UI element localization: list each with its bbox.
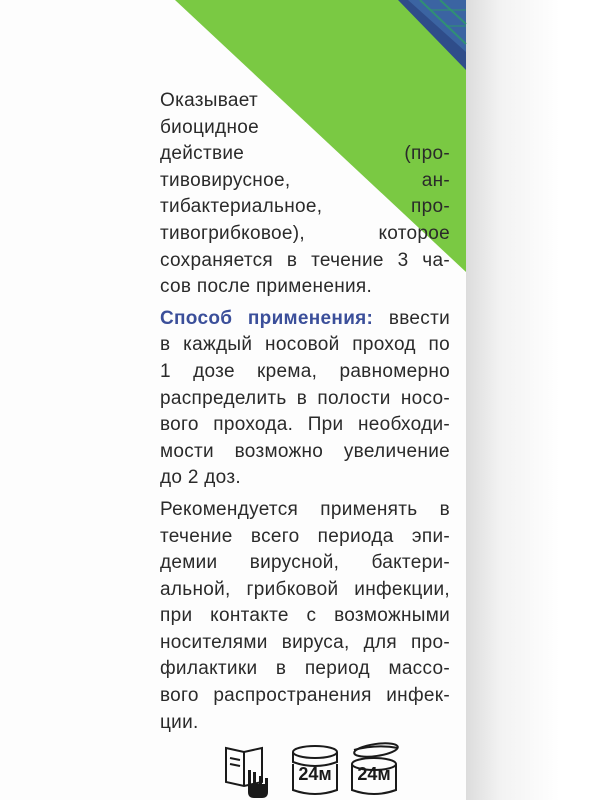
description-line: сохраняется в течение 3 ча-	[160, 249, 450, 271]
description-line: биоцидное	[160, 116, 259, 138]
usage-line: в каждый носовой проход по	[160, 334, 450, 356]
jar-closed-label: 24м	[298, 764, 332, 784]
description-line: тивогрибковое), которое	[160, 222, 450, 244]
recommendation-line: альной, грибковой инфекции,	[160, 578, 450, 600]
description-line: тивовирусное, ан-	[160, 169, 450, 191]
jar-open-label: 24м	[357, 764, 391, 784]
recommendation-line: демии вирусной, бактери-	[160, 552, 450, 574]
description-line: тибактериальное, про-	[160, 196, 450, 218]
description-line: Оказывает	[160, 90, 259, 111]
recommendation-line: течение всего периода эпи-	[160, 525, 450, 547]
recommendation-line: Рекомендуется применять в	[160, 498, 450, 520]
description-line: сов после применения.	[160, 276, 373, 298]
leaflet-hand-icon	[222, 742, 270, 800]
description-paragraph	[160, 88, 450, 301]
usage-first-line-rest: ввести	[388, 307, 450, 329]
symbols-row	[222, 742, 462, 800]
usage-line: 1 дозе крема, равномерно	[160, 360, 450, 382]
recommendation-line: при контакте с возможными	[160, 605, 450, 627]
recommendation-line: филактики в период массо-	[160, 658, 450, 680]
usage-line: мости возможно увеличение	[160, 440, 450, 462]
usage-line: вого прохода. При необходи-	[160, 414, 450, 436]
recommendation-line: вого распространения инфек-	[160, 685, 450, 707]
recommendation-paragraph	[160, 497, 450, 736]
usage-paragraph	[160, 306, 450, 492]
usage-line: до 2 доз.	[160, 467, 241, 489]
usage-line: распределить в полости носо-	[160, 387, 450, 409]
recommendation-line: ции.	[160, 711, 199, 733]
instruction-text	[160, 88, 450, 741]
recommendation-line: носителями вируса, для про-	[160, 631, 450, 653]
usage-heading: Способ применения:	[160, 307, 374, 329]
description-line: действие (про-	[160, 143, 450, 165]
